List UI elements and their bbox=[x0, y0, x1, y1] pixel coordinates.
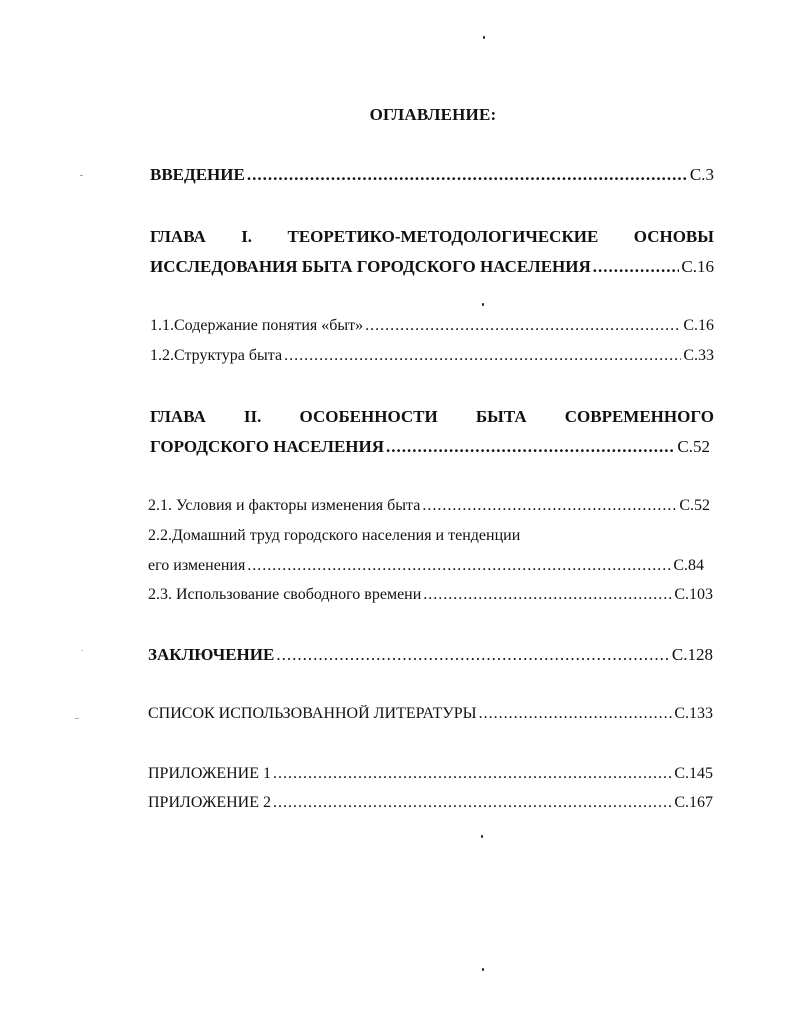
toc-entry-appendix2 bbox=[148, 794, 713, 812]
scan-speck bbox=[481, 835, 483, 838]
entry-label: ВВЕДЕНИЕ bbox=[150, 165, 245, 184]
toc-entry-2-2-line2 bbox=[148, 557, 704, 575]
toc-chapter1-line2 bbox=[150, 257, 714, 277]
entry-number: 1.1. bbox=[150, 317, 174, 334]
chapter1-word: ГЛАВА bbox=[150, 227, 206, 246]
entry-page: С.16 bbox=[681, 257, 714, 276]
entry-page: С.33 bbox=[683, 347, 714, 364]
chapter2-word: СОВРЕМЕННОГО bbox=[564, 407, 714, 426]
entry-label: 2.3. Использование свободного времени bbox=[148, 586, 422, 603]
toc-chapter2-line2 bbox=[150, 437, 710, 457]
chapter2-word: БЫТА bbox=[475, 407, 527, 426]
dot-leader bbox=[479, 705, 673, 723]
entry-label: 2.1. Условия и факторы изменения быта bbox=[148, 497, 421, 514]
entry-label: ЗАКЛЮЧЕНИЕ bbox=[148, 645, 275, 664]
entry-label: СПИСОК ИСПОЛЬЗОВАННОЙ ЛИТЕРАТУРЫ bbox=[148, 705, 477, 722]
chapter1-word: ТЕОРЕТИКО-МЕТОДОЛОГИЧЕСКИЕ bbox=[287, 227, 599, 246]
chapter1-word: I. bbox=[241, 227, 253, 246]
dot-leader bbox=[276, 645, 670, 665]
entry-page: С.128 bbox=[671, 645, 713, 664]
entry-label: ИССЛЕДОВАНИЯ БЫТА ГОРОДСКОГО НАСЕЛЕНИЯ bbox=[150, 257, 591, 276]
scan-speck bbox=[483, 36, 485, 39]
entry-page: С.145 bbox=[674, 765, 713, 782]
dot-leader bbox=[365, 317, 681, 335]
toc-entry-1-1 bbox=[150, 317, 714, 335]
entry-page: С.167 bbox=[674, 794, 713, 811]
entry-page: С.133 bbox=[674, 705, 713, 722]
chapter1-word: ОСНОВЫ bbox=[633, 227, 714, 246]
toc-entry-2-1 bbox=[148, 497, 710, 515]
scan-speck bbox=[482, 968, 484, 971]
entry-page: С.52 bbox=[677, 437, 710, 456]
entry-label: его изменения bbox=[148, 557, 246, 574]
dot-leader bbox=[247, 557, 671, 575]
scan-speck bbox=[482, 303, 484, 306]
entry-page: С.52 bbox=[679, 497, 710, 514]
entry-label: Структура быта bbox=[174, 347, 283, 364]
dot-leader bbox=[593, 257, 680, 277]
toc-entry-appendix1 bbox=[148, 765, 713, 783]
entry-label: ПРИЛОЖЕНИЕ 2 bbox=[148, 794, 272, 811]
dot-leader bbox=[273, 765, 672, 783]
chapter2-word: ГЛАВА bbox=[150, 407, 206, 426]
scan-speck bbox=[75, 718, 79, 719]
chapter2-word: ОСОБЕННОСТИ bbox=[299, 407, 438, 426]
entry-page: С.16 bbox=[683, 317, 714, 334]
entry-label: ПРИЛОЖЕНИЕ 1 bbox=[148, 765, 272, 782]
toc-entry-conclusion bbox=[148, 645, 713, 665]
scan-speck bbox=[81, 650, 83, 651]
toc-entry-1-2 bbox=[150, 347, 714, 365]
entry-page: С.103 bbox=[674, 586, 713, 603]
toc-title: ОГЛАВЛЕНИЕ: bbox=[369, 105, 497, 124]
dot-leader bbox=[247, 165, 688, 185]
toc-entry-intro bbox=[150, 165, 714, 185]
dot-leader bbox=[386, 437, 675, 457]
toc-chapter2-line1 bbox=[150, 407, 714, 427]
dot-leader bbox=[423, 586, 672, 604]
dot-leader bbox=[273, 794, 672, 812]
entry-page: С.3 bbox=[689, 165, 714, 184]
dot-leader bbox=[284, 347, 681, 365]
entry-page: С.84 bbox=[673, 557, 704, 574]
toc-entry-2-3 bbox=[148, 586, 713, 604]
toc-entry-bibliography bbox=[148, 705, 713, 723]
scan-speck bbox=[80, 175, 83, 176]
entry-number: 1.2. bbox=[150, 347, 174, 364]
dot-leader bbox=[422, 497, 677, 515]
entry-label: ГОРОДСКОГО НАСЕЛЕНИЯ bbox=[150, 437, 385, 456]
entry-label: Содержание понятия «быт» bbox=[174, 317, 364, 334]
chapter2-word: II. bbox=[243, 407, 262, 426]
toc-entry-2-2-line1: 2.2.Домашний труд городского населения и тенденции bbox=[148, 527, 521, 544]
toc-chapter1-line1 bbox=[150, 227, 714, 247]
